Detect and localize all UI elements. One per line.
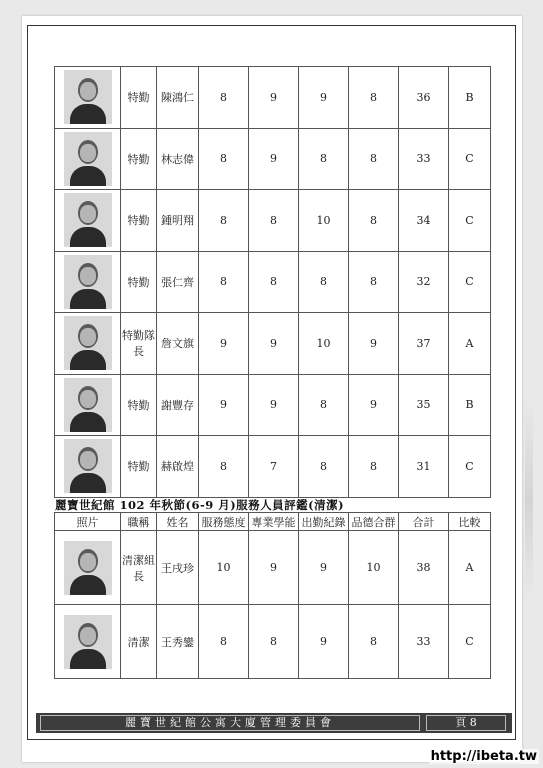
attendance-cell: 8 <box>299 128 349 190</box>
attendance-cell: 8 <box>299 436 349 498</box>
table-row <box>55 313 491 375</box>
table-row <box>55 374 491 436</box>
staff-photo <box>55 531 121 605</box>
grade-cell: A <box>449 313 491 375</box>
service-attitude-cell: 8 <box>199 128 249 190</box>
name-cell: 謝豐存 <box>157 374 199 436</box>
service-attitude-cell: 8 <box>199 67 249 129</box>
conduct-cell: 9 <box>349 313 399 375</box>
name-cell: 詹文旗 <box>157 313 199 375</box>
job-title-cell: 特勤 <box>121 374 157 436</box>
table-row <box>55 128 491 190</box>
professional-skill-cell: 7 <box>249 436 299 498</box>
job-title-cell: 清潔組長 <box>121 531 157 605</box>
watermark: http://ibeta.tw <box>430 749 537 764</box>
section-title: 麗寶世紀館 102 年秋節(6-9 月)服務人員評鑑(清潔) <box>55 498 345 512</box>
service-attitude-cell: 9 <box>199 313 249 375</box>
page-footer <box>36 713 512 733</box>
column-header: 照片 <box>55 513 121 531</box>
professional-skill-cell: 9 <box>249 128 299 190</box>
staff-photo <box>55 251 121 313</box>
conduct-cell: 8 <box>349 128 399 190</box>
portrait-photo <box>64 132 112 186</box>
column-header: 出勤紀錄 <box>299 513 349 531</box>
staff-photo <box>55 190 121 252</box>
service-attitude-cell: 8 <box>199 251 249 313</box>
conduct-cell: 8 <box>349 605 399 679</box>
job-title-cell: 特勤 <box>121 128 157 190</box>
attendance-cell: 10 <box>299 190 349 252</box>
portrait-photo <box>64 615 112 669</box>
table-row <box>55 190 491 252</box>
service-attitude-cell: 8 <box>199 436 249 498</box>
name-cell: 王秀鑾 <box>157 605 199 679</box>
job-title-cell: 清潔 <box>121 605 157 679</box>
attendance-cell: 8 <box>299 374 349 436</box>
name-cell: 鍾明翔 <box>157 190 199 252</box>
total-cell: 34 <box>399 190 449 252</box>
guard-evaluation-table <box>54 66 491 498</box>
table-header-row <box>55 513 491 531</box>
grade-cell: C <box>449 190 491 252</box>
conduct-cell: 8 <box>349 436 399 498</box>
name-cell: 林志偉 <box>157 128 199 190</box>
job-title-cell: 特勤 <box>121 436 157 498</box>
grade-cell: B <box>449 67 491 129</box>
cleaning-evaluation-table <box>54 512 491 679</box>
portrait-photo <box>64 193 112 247</box>
portrait-photo <box>64 439 112 493</box>
grade-cell: C <box>449 436 491 498</box>
name-cell: 張仁齊 <box>157 251 199 313</box>
table-row <box>55 531 491 605</box>
job-title-cell: 特勤 <box>121 67 157 129</box>
total-cell: 38 <box>399 531 449 605</box>
table-row <box>55 605 491 679</box>
service-attitude-cell: 9 <box>199 374 249 436</box>
grade-cell: A <box>449 531 491 605</box>
conduct-cell: 8 <box>349 190 399 252</box>
column-header: 職稱 <box>121 513 157 531</box>
total-cell: 33 <box>399 128 449 190</box>
job-title-cell: 特勤隊長 <box>121 313 157 375</box>
attendance-cell: 8 <box>299 251 349 313</box>
portrait-photo <box>64 316 112 370</box>
professional-skill-cell: 8 <box>249 251 299 313</box>
column-header: 品德合群 <box>349 513 399 531</box>
column-header: 服務態度 <box>199 513 249 531</box>
attendance-cell: 9 <box>299 531 349 605</box>
total-cell: 36 <box>399 67 449 129</box>
professional-skill-cell: 8 <box>249 190 299 252</box>
total-cell: 37 <box>399 313 449 375</box>
professional-skill-cell: 9 <box>249 67 299 129</box>
conduct-cell: 8 <box>349 251 399 313</box>
grade-cell: C <box>449 128 491 190</box>
total-cell: 35 <box>399 374 449 436</box>
grade-cell: C <box>449 605 491 679</box>
footer-page-number: 頁 8 <box>426 715 506 731</box>
staff-photo <box>55 605 121 679</box>
professional-skill-cell: 9 <box>249 313 299 375</box>
professional-skill-cell: 9 <box>249 374 299 436</box>
footer-organization: 麗寶世紀館公寓大廈管理委員會 <box>40 715 420 731</box>
table-row <box>55 436 491 498</box>
staff-photo <box>55 374 121 436</box>
portrait-photo <box>64 70 112 124</box>
job-title-cell: 特勤 <box>121 251 157 313</box>
professional-skill-cell: 9 <box>249 531 299 605</box>
service-attitude-cell: 10 <box>199 531 249 605</box>
table-row <box>55 251 491 313</box>
grade-cell: B <box>449 374 491 436</box>
attendance-cell: 9 <box>299 67 349 129</box>
service-attitude-cell: 8 <box>199 605 249 679</box>
staff-photo <box>55 436 121 498</box>
conduct-cell: 9 <box>349 374 399 436</box>
grade-cell: C <box>449 251 491 313</box>
total-cell: 33 <box>399 605 449 679</box>
table-row <box>55 67 491 129</box>
staff-photo <box>55 67 121 129</box>
service-attitude-cell: 8 <box>199 190 249 252</box>
attendance-cell: 10 <box>299 313 349 375</box>
column-header: 專業學能 <box>249 513 299 531</box>
portrait-photo <box>64 378 112 432</box>
portrait-photo <box>64 541 112 595</box>
total-cell: 32 <box>399 251 449 313</box>
column-header: 姓名 <box>157 513 199 531</box>
name-cell: 王戌珍 <box>157 531 199 605</box>
conduct-cell: 10 <box>349 531 399 605</box>
conduct-cell: 8 <box>349 67 399 129</box>
column-header: 比較 <box>449 513 491 531</box>
page-edge-shadow <box>525 400 533 600</box>
staff-photo <box>55 128 121 190</box>
attendance-cell: 9 <box>299 605 349 679</box>
column-header: 合計 <box>399 513 449 531</box>
portrait-photo <box>64 255 112 309</box>
job-title-cell: 特勤 <box>121 190 157 252</box>
professional-skill-cell: 8 <box>249 605 299 679</box>
name-cell: 赫啟煌 <box>157 436 199 498</box>
total-cell: 31 <box>399 436 449 498</box>
staff-photo <box>55 313 121 375</box>
name-cell: 陳鴻仁 <box>157 67 199 129</box>
